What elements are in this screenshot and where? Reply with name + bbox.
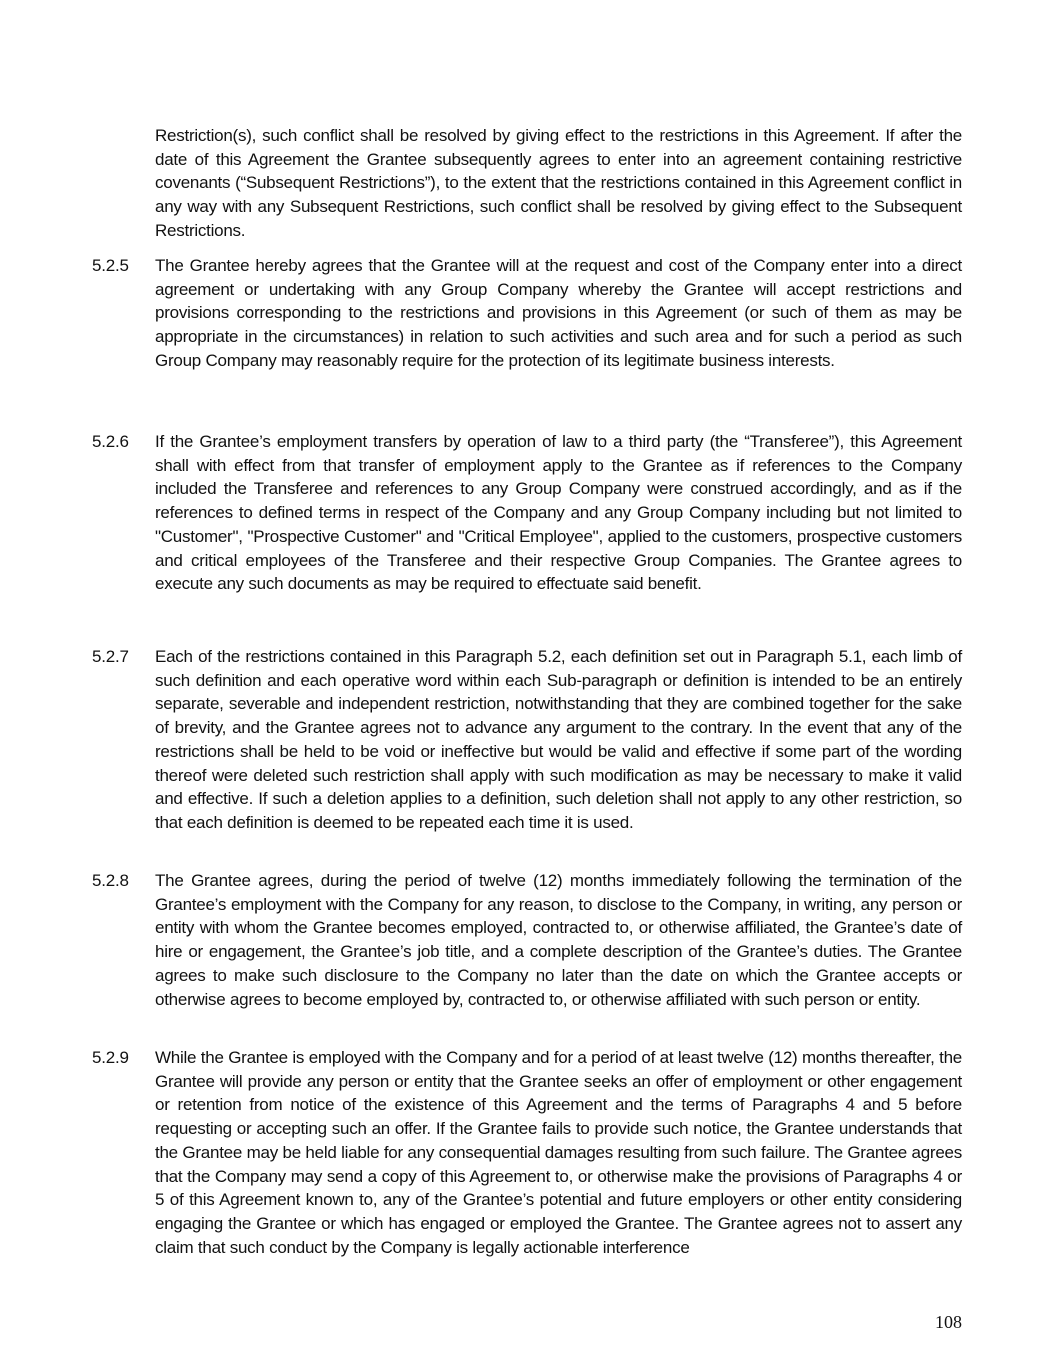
paragraph-number: 5.2.7 <box>92 647 129 666</box>
paragraph-text: The Grantee hereby agrees that the Grantee will at the request and cost of the Company enter into a direct agreement or undertaking with any Group Company whereby the Grantee will accept restrictions and provisions corresponding to the restrictions and provisions in this Agreement (or such of them as may be appropriate in the circumstances) in relation to such activities and such area and for such a period as such Group Company may reasonably require for the protection of its legitimate business interests. <box>155 256 962 370</box>
paragraph-number: 5.2.6 <box>92 432 129 451</box>
paragraph-text: Restriction(s), such conflict shall be resolved by giving effect to the restrictions in this Agreement. If after the date of this Agreement the Grantee subsequently agrees to enter into an agreement containing restrictive covenants (“Subsequent Restrictions”), to the extent that the restrictions contained in this Agreement conflict in any way with any Subsequent Restrictions, such conflict shall be resolved by giving effect to the Subsequent Restrictions. <box>155 126 962 240</box>
paragraph-number: 5.2.9 <box>92 1048 129 1067</box>
paragraph-5-2-7 <box>92 645 962 835</box>
paragraph-5-2-6 <box>92 430 962 596</box>
continuation-paragraph <box>92 124 962 243</box>
paragraph-5-2-8 <box>92 869 962 1011</box>
paragraph-text: If the Grantee’s employment transfers by operation of law to a third party (the “Transferee”), this Agreement shall with effect from that transfer of employment apply to the Grantee as if references to the Company included the Transferee and references to any Group Company were construed accordingly, and as if the references to defined terms in respect of the Company and any Group Company including but not limited to "Customer", "Prospective Customer" and "Critical Employee", applied to the customers, prospective customers and critical employees of the Transferee and their respective Group Companies. The Grantee agrees to execute any such documents as may be required to effectuate said benefit. <box>155 432 962 594</box>
paragraph-5-2-9 <box>92 1046 962 1259</box>
paragraph-number: 5.2.5 <box>92 256 129 275</box>
page-number: 108 <box>935 1312 962 1332</box>
paragraph-text: The Grantee agrees, during the period of twelve (12) months immediately following the termination of the Grantee’s employment with the Company for any reason, to disclose to the Company, in writing, any person or entity with whom the Grantee becomes employed, contracted to, or otherwise affiliated, the Grantee’s date of hire or engagement, the Grantee’s job title, and a complete description of the Grantee’s duties. The Grantee agrees to make such disclosure to the Company no later than the date on which the Grantee accepts or otherwise agrees to become employed by, contracted to, or otherwise affiliated with such person or entity. <box>155 871 962 1009</box>
paragraph-number: 5.2.8 <box>92 871 129 890</box>
paragraph-text: Each of the restrictions contained in this Paragraph 5.2, each definition set out in Paragraph 5.1, each limb of such definition and each operative word within each Sub-paragraph or definition is intended to be an entirely separate, severable and independent restriction, notwithstanding that they are combined together for the sake of brevity, and the Grantee agrees not to advance any argument to the contrary. In the event that any of the restrictions shall be held to be void or ineffective but would be valid and effective if some part of the wording thereof were deleted such restriction shall apply with such modification as may be necessary to make it valid and effective. If such a deletion applies to a definition, such deletion shall not apply to any other restriction, so that each definition is deemed to be repeated each time it is used. <box>155 647 962 832</box>
paragraph-text: While the Grantee is employed with the Company and for a period of at least twelve (12) months thereafter, the Grantee will provide any person or entity that the Grantee seeks an offer of employment or other engagement or retention from notice of the existence of this Agreement and the terms of Paragraphs 4 and 5 before requesting or accepting such an offer. If the Grantee fails to provide such notice, the Grantee understands that the Grantee may be held liable for any consequential damages resulting from such failure. The Grantee agrees that the Company may send a copy of this Agreement to, or otherwise make the provisions of Paragraphs 4 or 5 of this Agreement known to, any of the Grantee’s potential and future employers or other entity considering engaging the Grantee or which has engaged or employed the Grantee. The Grantee agrees not to assert any claim that such conduct by the Company is legally actionable interference <box>155 1048 962 1257</box>
paragraph-5-2-5 <box>92 254 962 373</box>
